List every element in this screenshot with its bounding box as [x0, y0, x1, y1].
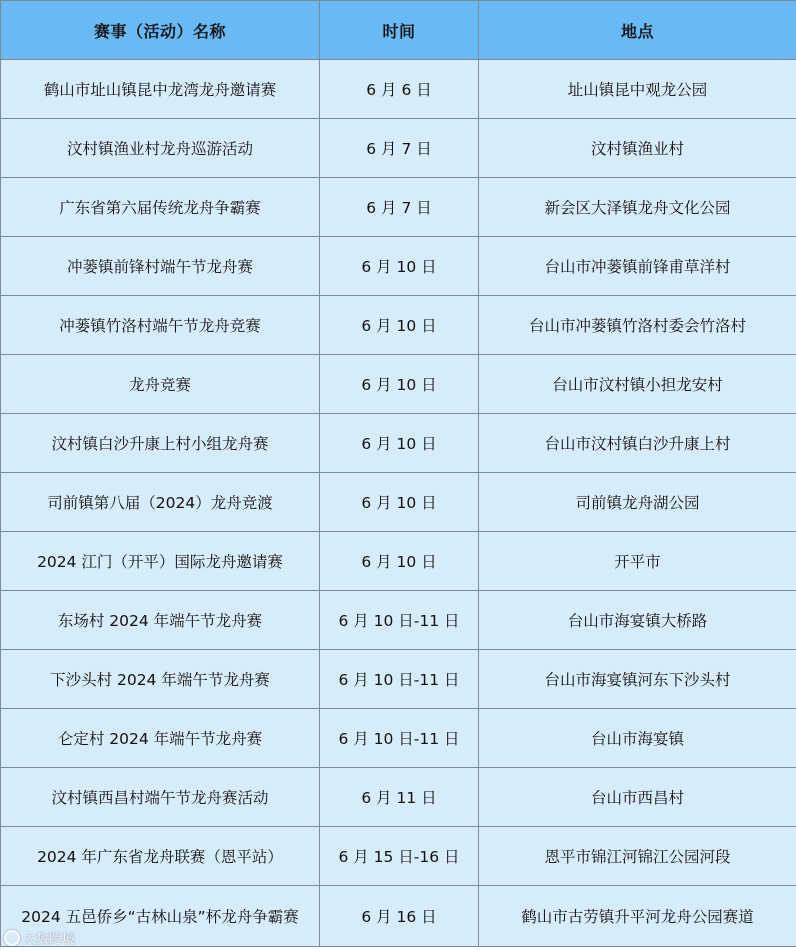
- table-row: [1, 827, 796, 886]
- event-time-cell: 6 月 10 日: [320, 355, 479, 414]
- header-event-name: 赛事（活动）名称: [1, 1, 320, 60]
- table-header: [1, 1, 796, 60]
- event-time-cell: 6 月 16 日: [320, 886, 479, 947]
- table-row: [1, 473, 796, 532]
- event-time-cell: 6 月 10 日-11 日: [320, 591, 479, 650]
- table-row: [1, 768, 796, 827]
- event-time-cell: 6 月 10 日-11 日: [320, 650, 479, 709]
- event-location-cell: 台山市冲蒌镇竹洛村委会竹洛村: [479, 296, 796, 355]
- event-name-cell: 广东省第六届传统龙舟争霸赛: [1, 178, 320, 237]
- table-row: [1, 414, 796, 473]
- event-location-cell: 新会区大泽镇龙舟文化公园: [479, 178, 796, 237]
- event-name-cell: 龙舟竞赛: [1, 355, 320, 414]
- event-name-cell: 2024 江门（开平）国际龙舟邀请赛: [1, 532, 320, 591]
- header-time: 时间: [320, 1, 479, 60]
- event-name-cell: 汶村镇渔业村龙舟巡游活动: [1, 119, 320, 178]
- event-name-cell: 2024 五邑侨乡“古林山泉”杯龙舟争霸赛: [1, 886, 320, 947]
- table-row: [1, 355, 796, 414]
- event-location-cell: 汶村镇渔业村: [479, 119, 796, 178]
- event-time-cell: 6 月 10 日: [320, 532, 479, 591]
- event-name-cell: 2024 年广东省龙舟联赛（恩平站）: [1, 827, 320, 886]
- event-name-cell: 冲蒌镇前锋村端午节龙舟赛: [1, 237, 320, 296]
- event-location-cell: 台山市汶村镇小担龙安村: [479, 355, 796, 414]
- watermark-text: 大数跨境: [23, 932, 76, 947]
- event-time-cell: 6 月 10 日: [320, 237, 479, 296]
- event-location-cell: 台山市汶村镇白沙升康上村: [479, 414, 796, 473]
- table-row: [1, 650, 796, 709]
- event-location-cell: 司前镇龙舟湖公园: [479, 473, 796, 532]
- header-row: [1, 1, 796, 60]
- event-time-cell: 6 月 7 日: [320, 178, 479, 237]
- event-location-cell: 恩平市锦江河锦江公园河段: [479, 827, 796, 886]
- event-name-cell: 汶村镇白沙升康上村小组龙舟赛: [1, 414, 320, 473]
- table-row: [1, 532, 796, 591]
- event-location-cell: 址山镇昆中观龙公园: [479, 60, 796, 119]
- event-location-cell: 鹤山市古劳镇升平河龙舟公园赛道: [479, 886, 796, 947]
- table-row: [1, 709, 796, 768]
- event-time-cell: 6 月 11 日: [320, 768, 479, 827]
- event-location-cell: 开平市: [479, 532, 796, 591]
- event-time-cell: 6 月 6 日: [320, 60, 479, 119]
- header-location: 地点: [479, 1, 796, 60]
- event-name-cell: 汶村镇西昌村端午节龙舟赛活动: [1, 768, 320, 827]
- table-row: [1, 119, 796, 178]
- event-name-cell: 下沙头村 2024 年端午节龙舟赛: [1, 650, 320, 709]
- event-location-cell: 台山市海宴镇大桥路: [479, 591, 796, 650]
- event-name-cell: 仑定村 2024 年端午节龙舟赛: [1, 709, 320, 768]
- event-location-cell: 台山市西昌村: [479, 768, 796, 827]
- event-time-cell: 6 月 7 日: [320, 119, 479, 178]
- event-time-cell: 6 月 15 日-16 日: [320, 827, 479, 886]
- table-row: [1, 296, 796, 355]
- table-row: [1, 886, 796, 947]
- event-name-cell: 司前镇第八届（2024）龙舟竞渡: [1, 473, 320, 532]
- event-time-cell: 6 月 10 日: [320, 296, 479, 355]
- event-name-cell: 冲蒌镇竹洛村端午节龙舟竞赛: [1, 296, 320, 355]
- event-time-cell: 6 月 10 日: [320, 473, 479, 532]
- table-row: [1, 60, 796, 119]
- event-location-cell: 台山市海宴镇河东下沙头村: [479, 650, 796, 709]
- table-body: [1, 60, 796, 947]
- event-time-cell: 6 月 10 日: [320, 414, 479, 473]
- event-location-cell: 台山市海宴镇: [479, 709, 796, 768]
- table-row: [1, 591, 796, 650]
- event-time-cell: 6 月 10 日-11 日: [320, 709, 479, 768]
- table-row: [1, 178, 796, 237]
- table-row: [1, 237, 796, 296]
- event-name-cell: 鹤山市址山镇昆中龙湾龙舟邀请赛: [1, 60, 320, 119]
- event-location-cell: 台山市冲蒌镇前锋甫草洋村: [479, 237, 796, 296]
- event-name-cell: 东场村 2024 年端午节龙舟赛: [1, 591, 320, 650]
